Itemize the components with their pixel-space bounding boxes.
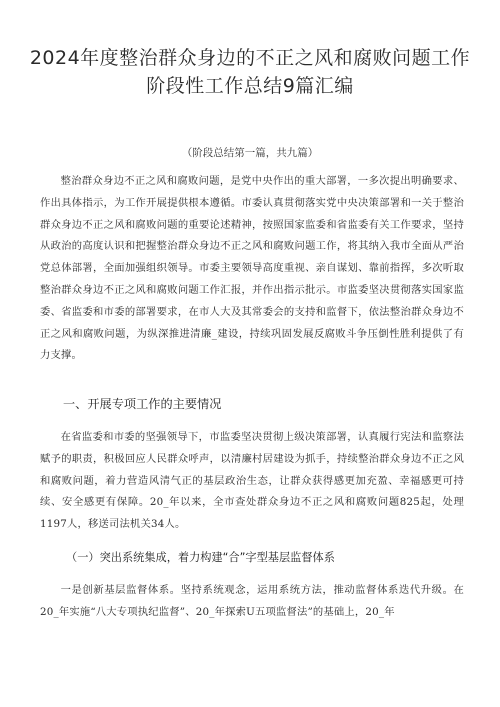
- section-1-paragraph: 在省监委和市委的坚强领导下，市监委坚决贯彻上级决策部署，认真履行宪法和监察法赋予的职责，积极回应人民群众呼声，以清廉村居建设为抓手，持续整治群众身边不正之风和腐败问题，着力营造风清气正的基层政治生态，让群众获得感更加充盈、幸福感更可持续、安全感更有保障。20_年以来，全市查处群众身边不正之风和腐败问题825起，处理1197人，移送司法机关34人。: [40, 431, 464, 531]
- document-title: [20, 44, 480, 100]
- title-line-1: 2024年度整治群众身边的不正之风和腐败问题工作: [29, 47, 471, 69]
- subsection-1-paragraph: 一是创新基层监督体系。坚持系统观念，运用系统方法，推动监督体系迭代升级。在20_年实施“八大专项执纪监督”、20_年探索U五项监督法”的基础上，20_年: [40, 584, 464, 618]
- document-subtitle: （阶段总结第一篇，共九篇）: [181, 147, 319, 159]
- title-line-2: 阶段性工作总结9篇汇编: [146, 75, 354, 97]
- section-heading-1: 一、开展专项工作的主要情况: [63, 397, 222, 411]
- subsection-heading-1: （一）突出系统集成，着力构建“合”字型基层监督体系: [66, 551, 335, 564]
- intro-paragraph: 整治群众身边不正之风和腐败问题，是党中央作出的重大部署，一多次提出明确要求、作出具体指示，为工作开展提供根本遵循。市委认真贯彻落实党中央决策部署和一关于整治群众身边不正之风和腐败问题的重要论述精神，按照国家监委和省监委有关工作要求，坚持从政治的高度认识和把握整治群众身边不正之风和腐败问题工作，将其纳入我市全面从严治党总体部署，全面加强组织领导。市委主要领导高度重视、亲自谋划、靠前指挥，多次听取整治群众身边不正之风和腐败问题工作汇报，并作出指示批示。市监委坚决贯彻落实国家监委、省监委和市委的部署要求，在市人大及其常委会的支持和监督下，依法整治群众身边不正之风和腐败问题，为纵深推进清廉_建设，持续巩固发展反腐败斗争压倒性胜利提供了有力支撑。: [40, 175, 464, 362]
